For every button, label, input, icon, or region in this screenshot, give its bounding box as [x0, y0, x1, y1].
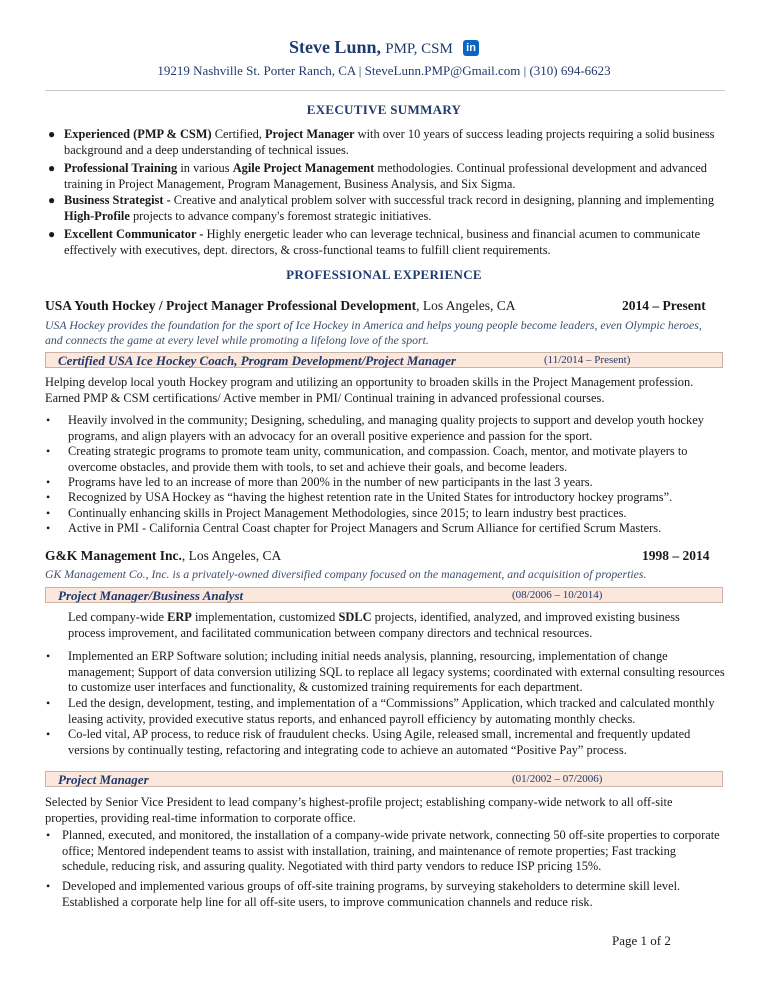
bullet-icon: ● [48, 227, 56, 241]
candidate-credentials: PMP, CSM [385, 41, 453, 57]
role-title: Certified USA Ice Hockey Coach, Program Development/Project Manager [58, 353, 456, 368]
list-item: • Creating strategic programs to promote team unity, communication, and compassion. Coach, mentor, and motivate players to overcome obstacles, and provide them with tools, to set and achieve their goals, and become leaders. [46, 444, 688, 474]
bullet-icon: ● [48, 127, 56, 141]
summary-item: ● Excellent Communicator - Highly energetic leader who can leverage technical, business and financial acumen to communicate effectively with executives, dept. directors, & cross-functional teams to fulfill client requirements. [48, 227, 701, 257]
job-location: , Los Angeles, CA [416, 298, 516, 313]
list-item: • Co-led vital, AP process, to reduce risk of fraudulent checks. Using Agile, released small, incremental and frequently updated versions by continually testing, refactoring and integrating code to achieve an automated “Positive Pay” process. [46, 727, 691, 757]
role-intro: Led company-wide ERP implementation, customized SDLC projects, identified, analyzed, and improved existing business process improvement, and facilitated communication between company directors and technical resources. [68, 610, 680, 640]
role-bar [45, 352, 723, 368]
role-intro: Helping develop local youth Hockey program and utilizing an opportunity to broaden skills in the Project Management profession. Earned PMP & CSM certifications/ Active member in PMI/ Continual training in advanced professional courses. [45, 375, 694, 405]
list-item: • Recognized by USA Hockey as “having the highest retention rate in the United States for introductory hockey programs”. [46, 490, 673, 504]
list-item: • Heavily involved in the community; Designing, scheduling, and managing quality projects to support and develop youth hockey programs, and align players with an advocacy for an overall positive experience and passion for the sport. [46, 413, 704, 443]
list-item: • Programs have led to an increase of more than 200% in the number of new participants in the last 3 years. [46, 475, 593, 489]
job-description: USA Hockey provides the foundation for the sport of Ice Hockey in America and helps young people become leaders, even Olympic heroes, and connects the game at every level while promoting a lifelong love of the sport. [45, 318, 702, 347]
professional-experience-heading: PROFESSIONAL EXPERIENCE [286, 267, 482, 282]
job-header [45, 298, 715, 314]
job-org: G&K Management Inc. [45, 548, 182, 563]
header-divider [45, 90, 725, 91]
list-item: • Developed and implemented various groups of off-site training programs, by surveying stakeholders to determine skill level. Established a corporate help line for all off-site users, to improve communication channels and reduce risk. [46, 879, 681, 909]
role-title: Project Manager/Business Analyst [58, 588, 244, 603]
resume-name-line [0, 37, 768, 58]
list-item: • Active in PMI - California Central Coast chapter for Project Managers and Scrum Alliance for certified Scrum Masters. [46, 521, 662, 535]
summary-item: ● Business Strategist - Creative and analytical problem solver with successful track record in designing, planning and implementing High-Profile projects to advance company's foremost strategic initiatives. [48, 193, 715, 223]
list-item: • Planned, executed, and monitored, the installation of a company-wide private network, connecting 50 off-site properties to corporate office; Mentored independent teams to assist with installation, training, and maintenance of remote properties; Fast tracking schedule, reducing risk, and assuring quality. Negotiated with third party vendors to reduce ISP pricing 15%. [46, 828, 720, 873]
bullet-icon: ● [48, 161, 56, 175]
contact-info: 19219 Nashville St. Porter Ranch, CA | SteveLunn.PMP@Gmail.com | (310) 694-6623 [157, 63, 611, 78]
page-number: Page 1 of 2 [612, 933, 671, 948]
linkedin-icon[interactable]: in [463, 40, 479, 56]
job-description: GK Management Co., Inc. is a privately-owned diversified company focused on the management, and acquisition of properties. [45, 567, 647, 581]
candidate-name: Steve Lunn, [288, 37, 381, 57]
job-years: 2014 – Present [622, 298, 706, 313]
role-bar [45, 587, 723, 603]
role-title: Project Manager [58, 772, 149, 787]
job-years: 1998 – 2014 [642, 548, 710, 563]
summary-item: ● Experienced (PMP & CSM) Certified, Project Manager with over 10 years of success leading projects requiring a solid business background and a deep understanding of technical issues. [48, 127, 715, 157]
role-bar [45, 771, 723, 787]
list-item: • Continually enhancing skills in Project Management Methodologies, since 2015; to learn industry best practices. [46, 506, 627, 520]
job-location: , Los Angeles, CA [181, 548, 282, 563]
executive-summary-heading: EXECUTIVE SUMMARY [306, 102, 462, 117]
list-item: • Led the design, development, testing, and implementation of a “Commissions” Application, which tracked and calculated monthly leasing activity, provided executive status reports, and enhanced payroll efficiency by automating monthly checks. [46, 696, 715, 726]
job-org: USA Youth Hockey / Project Manager Professional Development [45, 298, 417, 313]
job-header [45, 548, 715, 564]
role-dates: (08/2006 – 10/2014) [512, 589, 603, 601]
role-dates: (01/2002 – 07/2006) [512, 773, 603, 785]
role-dates: (11/2014 – Present) [544, 354, 631, 366]
role-intro: Selected by Senior Vice President to lead company’s highest-profile project; establishing company-wide network to all off-site properties, providing real-time information to corporate office. [45, 795, 673, 825]
list-item: • Implemented an ERP Software solution; including initial needs analysis, planning, resourcing, implementation of change management; Support of data conversion utilizing SQL to replace all legacy systems; coordinated with external consulting resources to customize user interfaces and functionality, & customized training requirements for each department. [46, 649, 725, 694]
summary-item: ● Professional Training in various Agile Project Management methodologies. Continual professional development and advanced training in Project Management, Program Management, Business Analysis, and Six Sigma. [48, 161, 707, 191]
bullet-icon: ● [48, 193, 56, 207]
